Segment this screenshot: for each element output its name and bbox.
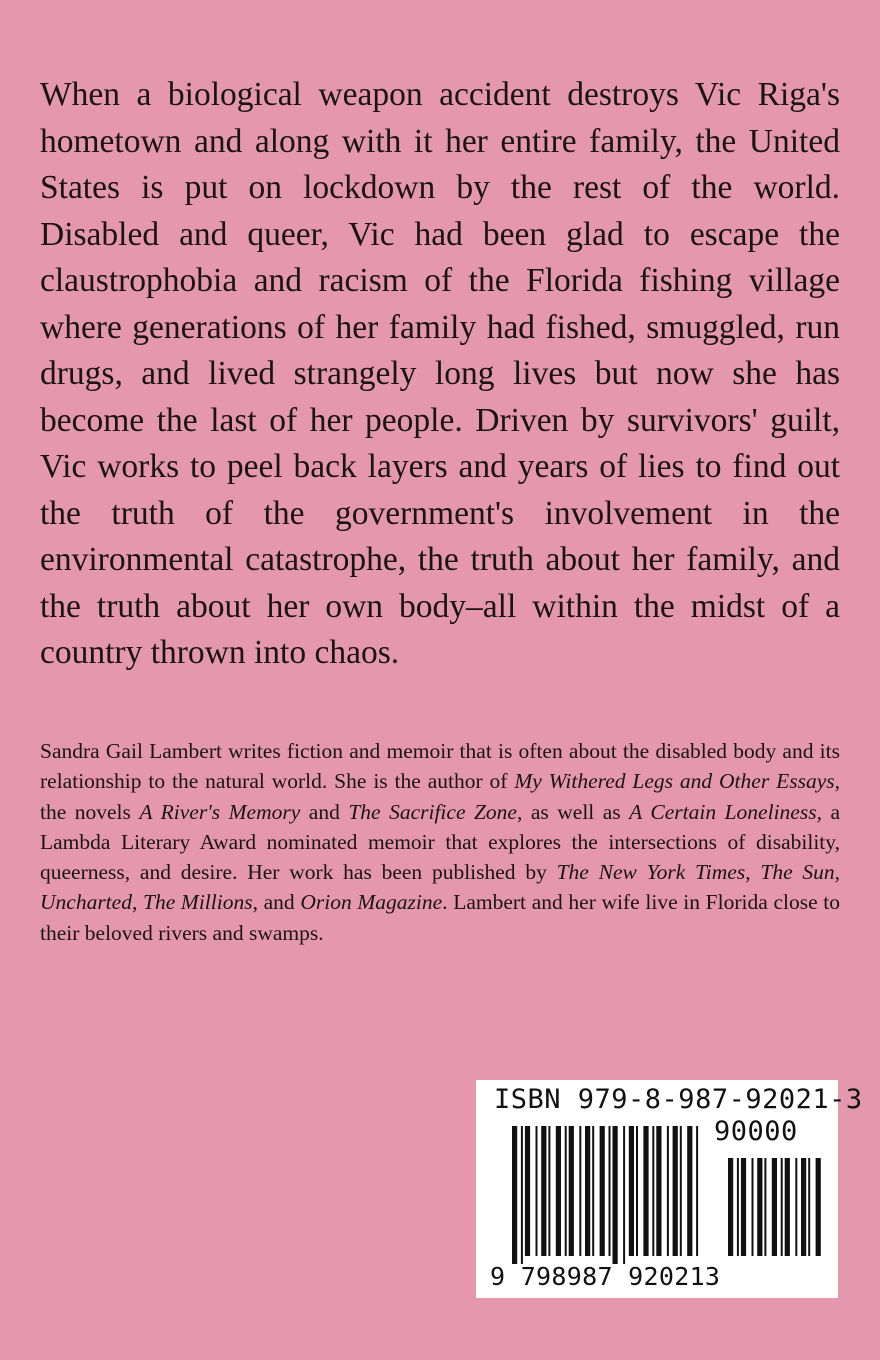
barcode-bar (808, 1158, 810, 1256)
bio-text: , (834, 860, 841, 885)
isbn-label: ISBN 979-8-987-92021-3 (494, 1084, 863, 1115)
pub-new-york-times: The New York Times (556, 860, 746, 885)
isbn-barcode (476, 1080, 863, 1298)
pub-orion-magazine: Orion Magazine (300, 890, 443, 915)
barcode-bar (816, 1158, 821, 1256)
barcode-bar (741, 1158, 746, 1256)
barcode-bar (673, 1126, 678, 1256)
barcode-bar (556, 1126, 561, 1256)
title-a-certain-loneliness: A Certain Loneliness, (629, 799, 822, 824)
barcode-bar (764, 1158, 766, 1256)
bio-text: , (745, 860, 761, 885)
barcode-bar (752, 1158, 754, 1256)
ean-digits: 9 798987 920213 (490, 1262, 721, 1291)
bio-text: , as well as (516, 799, 630, 824)
barcode-bar (565, 1126, 567, 1256)
title-the-sacrifice-zone: The Sacrifice Zone (348, 799, 517, 824)
pub-the-sun: The Sun (760, 860, 835, 885)
barcode-bar (667, 1126, 669, 1256)
bio-text: , (131, 890, 143, 915)
barcode-bar (548, 1126, 550, 1256)
barcode-bar (541, 1126, 546, 1256)
bio-text: Sandra Gail Lambert writes fiction and memoir that is often about the disabled body and its relationship to the natural world. She is the author of (40, 739, 840, 794)
barcode-bar (643, 1126, 648, 1256)
barcode-bar (579, 1126, 581, 1256)
barcode-bar (636, 1126, 638, 1256)
barcode-bar (696, 1126, 698, 1256)
title-a-rivers-memory: A River's Memory (139, 799, 301, 824)
bio-text: . Lambert and her wife live in Florida close to their beloved rivers and swamps. (40, 890, 841, 945)
bio-text: a Lambda Literary Award nominated memoir that explores the intersections of disability, queerness, and desire. Her work has been published by (40, 799, 840, 885)
barcode-bar (680, 1126, 682, 1256)
barcode-bar (801, 1158, 806, 1256)
barcode-bar (609, 1126, 611, 1256)
barcode-bar (728, 1158, 733, 1256)
author-bio (40, 736, 840, 948)
barcode-bar (536, 1126, 538, 1256)
barcode-bar (600, 1126, 605, 1256)
title-my-withered-legs: My Withered Legs and Other Essays (514, 769, 835, 794)
barcode-bar (521, 1126, 523, 1264)
barcode-bar (652, 1126, 654, 1256)
barcode-bar (687, 1126, 692, 1256)
barcode-bar (629, 1126, 634, 1256)
barcode-bar (757, 1158, 762, 1256)
barcode-bar (772, 1158, 777, 1256)
barcode-bar (512, 1126, 517, 1264)
bio-text: , the novels (40, 769, 840, 824)
pub-the-millions: The Millions, (143, 890, 258, 915)
bio-text: and (300, 799, 349, 824)
barcode-bar (785, 1158, 790, 1256)
barcode-bar (525, 1126, 530, 1256)
barcode-bar (585, 1126, 590, 1256)
barcode-bar (623, 1126, 625, 1264)
pub-uncharted: Uncharted (40, 890, 132, 915)
bio-text: and (257, 890, 301, 915)
price-code: 90000 (714, 1116, 798, 1147)
barcode-bar (656, 1126, 661, 1256)
barcode-bar (737, 1158, 739, 1256)
barcode-bar (592, 1126, 594, 1256)
barcode-bar (781, 1158, 783, 1256)
book-description: When a biological weapon accident destroys Vic Riga's hometown and along with it her entire family, the United States is put on lockdown by the rest of the world. Disabled and queer, Vic had been glad to escape the claustrophobia and racism of the Florida fishing village where generations of her family had fished, smuggled, run drugs, and lived strangely long lives but now she has become the last of her people. Driven by survivors' guilt, Vic works to peel back layers and years of lies to find out the truth of the government's involvement in the environmental catastrophe, the truth about her family, and the truth about her own body–all within the midst of a country thrown into chaos. (40, 76, 840, 671)
barcode-bar (569, 1126, 574, 1256)
barcode-bar (795, 1158, 797, 1256)
barcode-bar (613, 1126, 618, 1264)
